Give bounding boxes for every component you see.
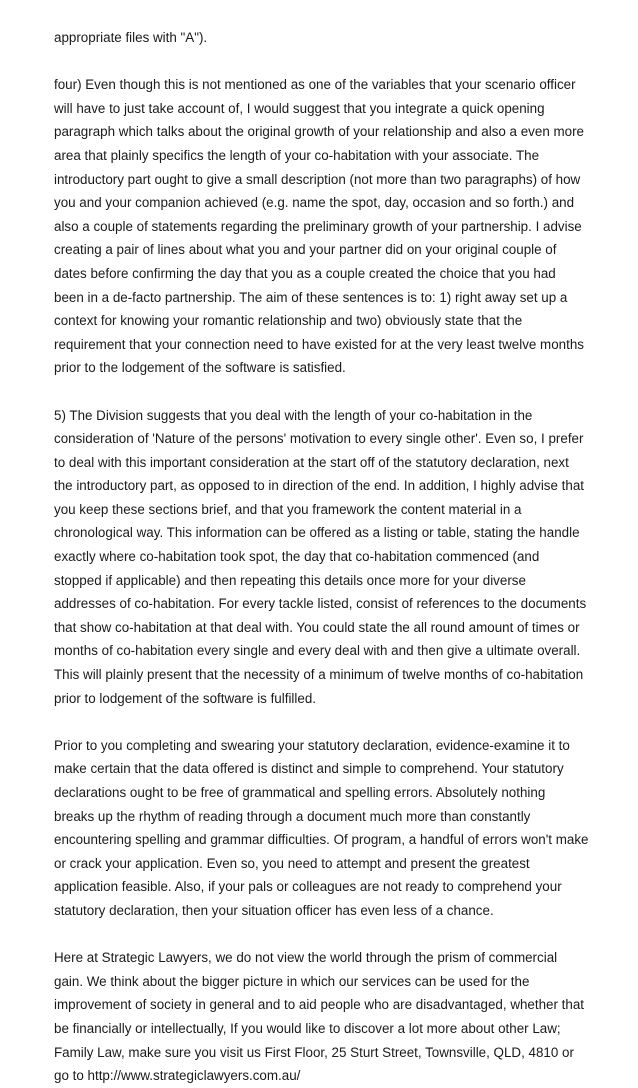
paragraph-cohabitation-length: 5) The Division suggests that you deal with the length of your co-habitation in the consideration of 'Nature of the persons' motivation to every single other'. Even so, I prefer to deal with this important consideration at the start off of the statutory declaration, next the introductory part, as opposed to in direction of the end. In addition, I highly advise that you keep these sections brief, and that you framework the content material in a chronological way. This information can be offered as a listing or table, stating the handle exactly where co-habitation took spot, the day that co-habitation commenced (and stopped if applicable) and then repeating this details once more for your diverse addresses of co-habitation. For every tackle listed, consist of references to the documents that show co-habitation at that deal with. You could state the all round amount of times or months of co-habitation every single and every deal with and then give a ultimate overall. This will plainly present that the necessity of a minimum of twelve months of co-habitation prior to lodgement of the software is fulfilled. [54,407,587,706]
document-page [54,26,589,1088]
website-link[interactable]: http://www.strategiclawyers.com.au/ [87,1068,301,1084]
paragraph-opening-advice: four) Even though this is not mentioned as one of the variables that your scenario officer will have to just take account of, I would suggest that you integrate a quick opening paragraph which talks about the original growth of your relationship and also a even more area that plainly specifics the length of your co-habitation with your associate. The introductory part ought to give a small description (not more than two paragraphs) of how you and your companion achieved (e.g. name the spot, day, occasion and so forth.) and also a couple of statements regarding the preliminary growth of your partnership. I advise creating a pair of lines about what you and your partner did on your original couple of dates before confirming the day that you as a couple created the choice that you had been in a de-facto partnership. The aim of these sentences is to: 1) right away set up a context for knowing your romantic relationship and two) obviously state that the requirement that your connection need to have existed for at the very least twelve months prior to the lodgement of the software is satisfied. [54,77,584,376]
closing-text: Here at Strategic Lawyers, we do not view the world through the prism of commercial gain. We think about the bigger picture in which our services can be used for the improvement of society in general and to aid people who are disadvantaged, whether that be financially or intellectually, If you would like to discover a lot more about other Law; Family Law, make sure you visit us First Floor, 25 Sturt Street, Townsville, QLD, 4810 or go to [54,950,585,1084]
paragraph-closing [54,946,589,1088]
paragraph-fragment: appropriate files with "A"). [54,30,208,45]
paragraph-proofreading: Prior to you completing and swearing your statutory declaration, evidence-examine it to make certain that the data offered is distinct and simple to comprehend. Your statutory declarations ought to be free of grammatical and spelling errors. Absolutely nothing breaks up the rhythm of reading through a document much more than constantly encountering spelling and grammar difficulties. Of program, a handful of errors won't make or crack your application. Even so, you need to attempt and present the greatest application feasible. Also, if your pals or colleagues are not ready to comprehend your statutory declaration, then your situation officer has even less of a chance. [54,737,589,918]
